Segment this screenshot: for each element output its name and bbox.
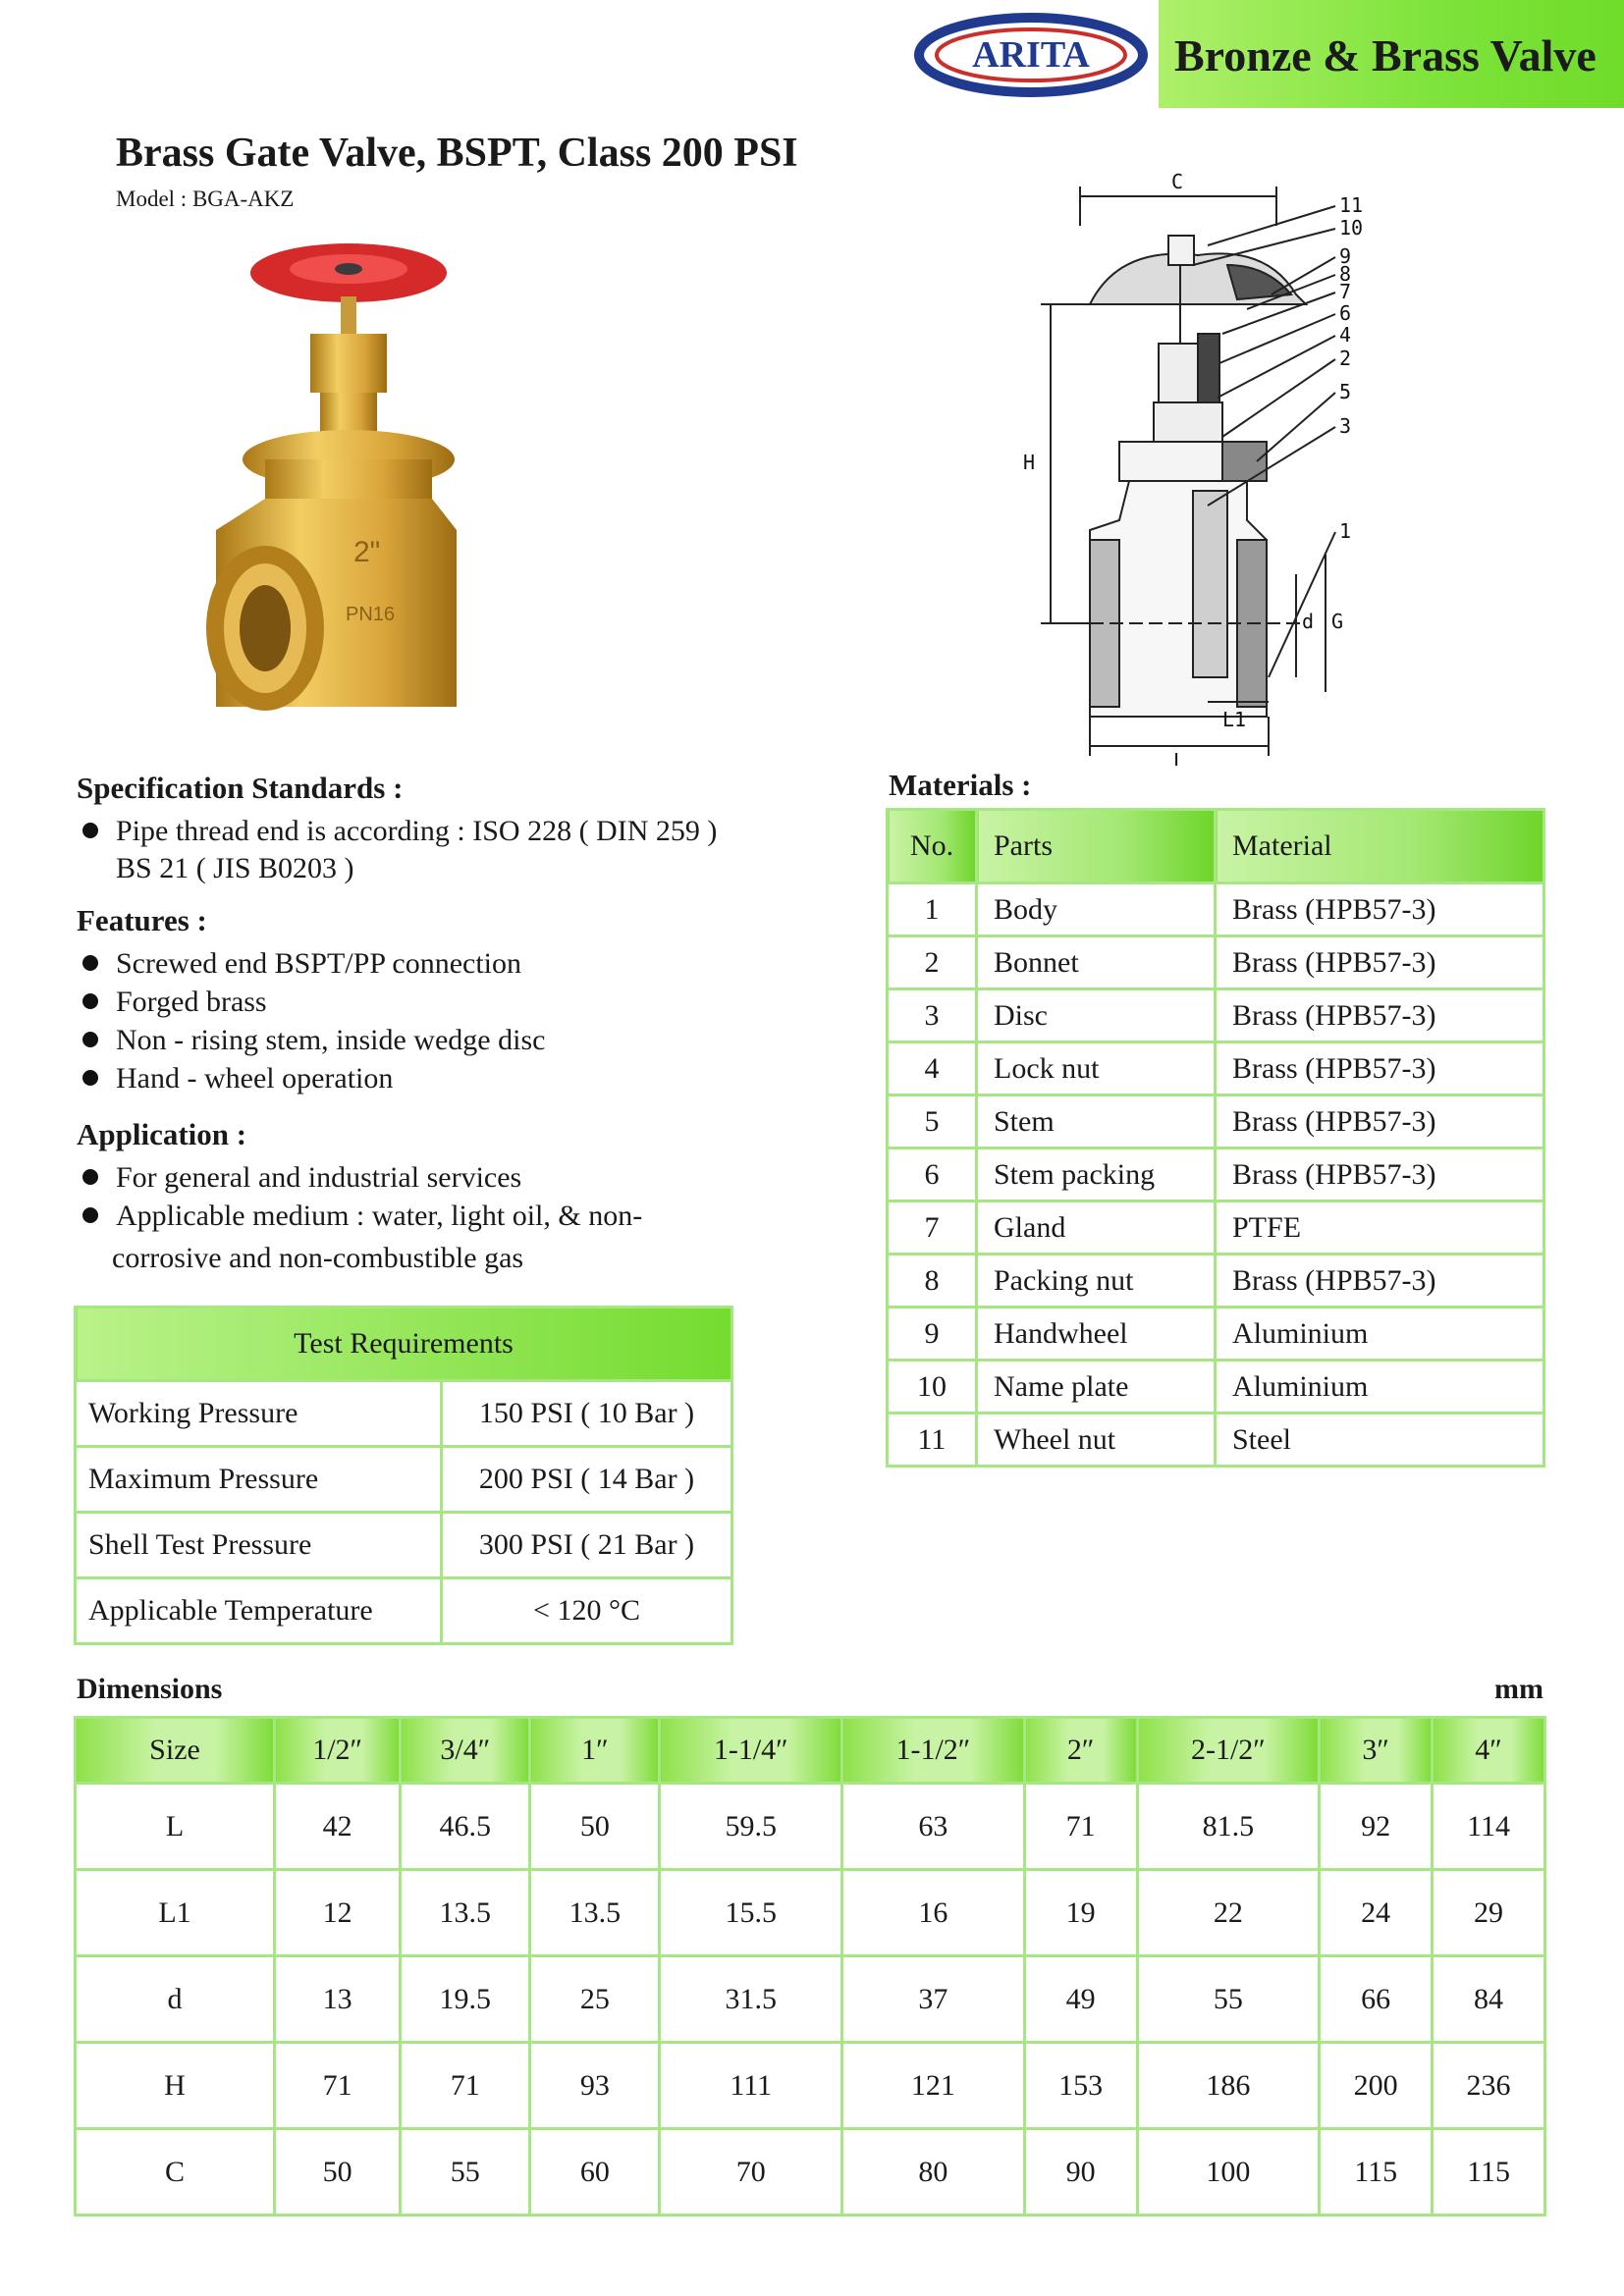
dimension-cell: 16 [842, 1870, 1025, 1956]
row-label: H [76, 2043, 275, 2129]
material-no: 5 [888, 1095, 977, 1148]
col-header-size-value: 2″ [1024, 1718, 1137, 1784]
drawing-label-l: L [1173, 749, 1186, 766]
dimension-cell: 153 [1024, 2043, 1137, 2129]
model-number: Model : BGA-AKZ [116, 187, 295, 211]
col-header-size-value: 1″ [530, 1718, 660, 1784]
callout-9: 9 [1339, 244, 1352, 268]
material-part: Stem packing [977, 1148, 1216, 1201]
table-header-row [888, 810, 1544, 883]
bullet-icon [82, 1070, 98, 1086]
dimension-cell: 90 [1024, 2129, 1137, 2216]
material-name: PTFE [1216, 1201, 1544, 1255]
material-part: Stem [977, 1095, 1216, 1148]
table-row [76, 1513, 732, 1578]
dimension-cell: 114 [1433, 1784, 1545, 1870]
dimensions-body [76, 1784, 1545, 2216]
col-header-size-value: 3/4″ [401, 1718, 530, 1784]
dimensions-heading: Dimensions [77, 1673, 223, 1705]
callout-11: 11 [1339, 193, 1364, 217]
materials-table [886, 808, 1545, 1468]
material-name: Brass (HPB57-3) [1216, 1042, 1544, 1095]
table-row [888, 1255, 1544, 1308]
dimension-cell: 236 [1433, 2043, 1545, 2129]
table-row [888, 989, 1544, 1042]
material-no: 11 [888, 1414, 977, 1467]
material-no: 1 [888, 883, 977, 936]
technical-drawing [1011, 167, 1443, 766]
row-label: L1 [76, 1870, 275, 1956]
dimension-cell: 81.5 [1137, 1784, 1320, 1870]
test-value: 200 PSI ( 14 Bar ) [442, 1447, 732, 1513]
bullet-icon [82, 993, 98, 1009]
dimensions-unit: mm [1494, 1673, 1543, 1705]
table-row [888, 883, 1544, 936]
dimension-cell: 92 [1320, 1784, 1433, 1870]
col-header-size-value: 1/2″ [275, 1718, 401, 1784]
material-no: 10 [888, 1361, 977, 1414]
material-part: Handwheel [977, 1308, 1216, 1361]
material-name: Brass (HPB57-3) [1216, 1095, 1544, 1148]
test-value: 300 PSI ( 21 Bar ) [442, 1513, 732, 1578]
materials-heading: Materials : [889, 768, 1032, 802]
test-label: Shell Test Pressure [76, 1513, 442, 1578]
page-title: Brass Gate Valve, BSPT, Class 200 PSI [116, 131, 798, 176]
col-header-material: Material [1216, 810, 1544, 883]
material-name: Brass (HPB57-3) [1216, 936, 1544, 989]
dimension-cell: 25 [530, 1956, 660, 2043]
dimension-cell: 115 [1433, 2129, 1545, 2216]
table-row [888, 1095, 1544, 1148]
dimension-cell: 19 [1024, 1870, 1137, 1956]
dimension-cell: 59.5 [660, 1784, 842, 1870]
dimension-cell: 71 [401, 2043, 530, 2129]
callout-10: 10 [1339, 216, 1364, 240]
body-marking-rating: PN16 [346, 604, 396, 625]
table-row [76, 1956, 1545, 2043]
dimension-cell: 60 [530, 2129, 660, 2216]
bullet-icon [82, 1207, 98, 1223]
material-no: 9 [888, 1308, 977, 1361]
feature-item: Hand - wheel operation [82, 1060, 393, 1097]
table-row [76, 1578, 732, 1644]
dimensions-table [74, 1716, 1546, 2216]
spec-item: Pipe thread end is according : ISO 228 ( DIN 259 ) [82, 813, 717, 850]
spec-heading: Specification Standards : [77, 771, 404, 805]
material-part: Bonnet [977, 936, 1216, 989]
callout-5: 5 [1339, 380, 1352, 403]
dimension-cell: 115 [1320, 2129, 1433, 2216]
material-part: Name plate [977, 1361, 1216, 1414]
table-row [76, 2043, 1545, 2129]
col-header-size-value: 1-1/4″ [660, 1718, 842, 1784]
material-name: Steel [1216, 1414, 1544, 1467]
table-row [76, 1784, 1545, 1870]
dimension-cell: 37 [842, 1956, 1025, 2043]
callout-6: 6 [1339, 301, 1352, 325]
material-part: Packing nut [977, 1255, 1216, 1308]
material-name: Brass (HPB57-3) [1216, 1148, 1544, 1201]
dimension-cell: 13.5 [530, 1870, 660, 1956]
dimension-cell: 55 [1137, 1956, 1320, 2043]
drawing-label-g: G [1331, 610, 1344, 633]
test-requirements-table [74, 1306, 733, 1645]
product-photo [206, 236, 461, 746]
features-heading: Features : [77, 903, 207, 937]
table-row [888, 1042, 1544, 1095]
col-header-size: Size [76, 1718, 275, 1784]
bullet-icon [82, 1032, 98, 1047]
material-part: Gland [977, 1201, 1216, 1255]
callout-2: 2 [1339, 347, 1352, 370]
callout-8: 8 [1339, 262, 1352, 286]
dimension-cell: 93 [530, 2043, 660, 2129]
dimension-cell: 200 [1320, 2043, 1433, 2129]
material-no: 2 [888, 936, 977, 989]
drawing-label-c: C [1171, 170, 1184, 193]
dimension-cell: 186 [1137, 2043, 1320, 2129]
dimension-cell: 84 [1433, 1956, 1545, 2043]
material-name: Brass (HPB57-3) [1216, 883, 1544, 936]
bullet-icon [82, 823, 98, 838]
material-name: Brass (HPB57-3) [1216, 1255, 1544, 1308]
material-name: Aluminium [1216, 1308, 1544, 1361]
dimension-cell: 50 [275, 2129, 401, 2216]
table-row [888, 1308, 1544, 1361]
dimension-cell: 12 [275, 1870, 401, 1956]
table-row [888, 1201, 1544, 1255]
test-value: 150 PSI ( 10 Bar ) [442, 1381, 732, 1447]
dimension-cell: 13 [275, 1956, 401, 2043]
dimension-cell: 71 [1024, 1784, 1137, 1870]
dimension-cell: 100 [1137, 2129, 1320, 2216]
drawing-label-l1: L1 [1222, 708, 1247, 731]
drawing-label-d: d [1302, 610, 1315, 633]
feature-item: Screwed end BSPT/PP connection [82, 945, 521, 983]
material-no: 6 [888, 1148, 977, 1201]
spec-item-cont: BS 21 ( JIS B0203 ) [116, 852, 354, 884]
dimension-cell: 15.5 [660, 1870, 842, 1956]
callout-4: 4 [1339, 323, 1352, 347]
col-header-size-value: 3″ [1320, 1718, 1433, 1784]
dimension-cell: 111 [660, 2043, 842, 2129]
materials-body [888, 883, 1544, 1467]
dimension-cell: 29 [1433, 1870, 1545, 1956]
dimension-cell: 50 [530, 1784, 660, 1870]
material-part: Disc [977, 989, 1216, 1042]
dimension-cell: 71 [275, 2043, 401, 2129]
table-row [76, 1870, 1545, 1956]
drawing-label-h: H [1023, 451, 1036, 474]
table-row [76, 1381, 732, 1447]
application-heading: Application : [77, 1117, 247, 1151]
row-label: L [76, 1784, 275, 1870]
dimension-cell: 31.5 [660, 1956, 842, 2043]
dimension-cell: 66 [1320, 1956, 1433, 2043]
material-name: Brass (HPB57-3) [1216, 989, 1544, 1042]
dimension-cell: 22 [1137, 1870, 1320, 1956]
dimension-cell: 49 [1024, 1956, 1137, 2043]
dimension-cell: 42 [275, 1784, 401, 1870]
row-label: C [76, 2129, 275, 2216]
material-part: Lock nut [977, 1042, 1216, 1095]
bullet-icon [82, 1169, 98, 1185]
test-value: < 120 °C [442, 1578, 732, 1644]
bullet-icon [82, 955, 98, 971]
table-row [76, 1447, 732, 1513]
material-name: Aluminium [1216, 1361, 1544, 1414]
table-header-row [76, 1718, 1545, 1784]
table-row [888, 1361, 1544, 1414]
table-row [76, 2129, 1545, 2216]
material-no: 7 [888, 1201, 977, 1255]
material-part: Body [977, 883, 1216, 936]
brand-logo [913, 6, 1149, 104]
dimension-cell: 24 [1320, 1870, 1433, 1956]
material-no: 8 [888, 1255, 977, 1308]
callout-3: 3 [1339, 414, 1352, 438]
brand-title: Bronze & Brass Valve [1174, 30, 1597, 80]
callout-1: 1 [1339, 519, 1352, 543]
body-marking-size: 2" [353, 536, 381, 568]
col-header-size-value: 4″ [1433, 1718, 1545, 1784]
table-row [888, 1414, 1544, 1467]
col-header-no: No. [888, 810, 977, 883]
dimension-cell: 13.5 [401, 1870, 530, 1956]
test-label: Maximum Pressure [76, 1447, 442, 1513]
test-label: Applicable Temperature [76, 1578, 442, 1644]
row-label: d [76, 1956, 275, 2043]
test-table-heading: Test Requirements [76, 1308, 732, 1381]
dimension-cell: 63 [842, 1784, 1025, 1870]
dimension-cell: 121 [842, 2043, 1025, 2129]
dimension-cell: 46.5 [401, 1784, 530, 1870]
callout-7: 7 [1339, 280, 1352, 303]
material-no: 3 [888, 989, 977, 1042]
feature-item: Non - rising stem, inside wedge disc [82, 1022, 545, 1059]
dimension-cell: 19.5 [401, 1956, 530, 2043]
col-header-size-value: 1-1/2″ [842, 1718, 1025, 1784]
col-header-part: Parts [977, 810, 1216, 883]
application-item-cont: corrosive and non-combustible gas [112, 1242, 524, 1274]
dimension-cell: 55 [401, 2129, 530, 2216]
test-label: Working Pressure [76, 1381, 442, 1447]
material-part: Wheel nut [977, 1414, 1216, 1467]
logo-text: ARITA [972, 34, 1090, 76]
material-no: 4 [888, 1042, 977, 1095]
feature-item: Forged brass [82, 984, 267, 1021]
table-row [888, 936, 1544, 989]
dimension-cell: 70 [660, 2129, 842, 2216]
application-item: Applicable medium : water, light oil, & non- [82, 1198, 642, 1235]
application-item: For general and industrial services [82, 1159, 521, 1197]
table-row [888, 1148, 1544, 1201]
dimension-cell: 80 [842, 2129, 1025, 2216]
col-header-size-value: 2-1/2″ [1137, 1718, 1320, 1784]
